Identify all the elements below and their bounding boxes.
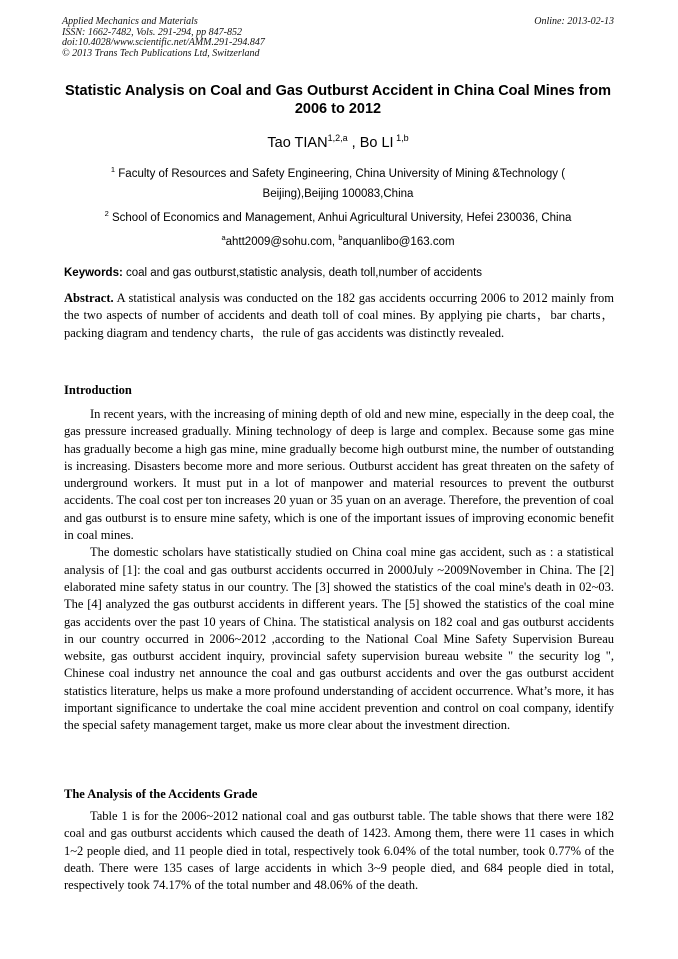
author-name: Bo LI xyxy=(359,135,394,151)
copyright-line: © 2013 Trans Tech Publications Ltd, Switzerland xyxy=(62,47,260,59)
paragraph: The domestic scholars have statistically studied on China coal mine gas accident, such as : a statistical analysis of [1]: the coal and gas outburst accidents occurred in 2000July ~2009November in China. The [2] elaborated mine safety status in our country. The [3] showed the statistics of the coal mine's death in 02~03. The [4] analyzed the gas outburst accidents in different years. The [5] showed the statistics of the coal mine gas accidents over the past 10 years of China. The statistical analysis on 182 coal and gas outburst accidents in our country occurred in 2006~2012 ,according to the National Coal Mine Safety Supervision Bureau website, gas outburst accident inquiry, provincial safety supervision bureau website " the security log ", Chinese coal industry net announce the coal and gas outburst accidents and over the gas outburst accident statistics literature, helps us make a more profound understanding of accident occurrence. What’s more, it has important significance to undertake the coal mine accident prevention and control on coal company, identify the special safety management target, make us more clear about the investment direction. xyxy=(64,545,614,733)
keywords xyxy=(64,266,616,281)
affiliation-1 xyxy=(78,164,598,204)
keywords-text: coal and gas outburst,statistic analysis, death toll,number of accidents xyxy=(122,267,483,279)
email-marker: a xyxy=(221,233,226,242)
section-heading-introduction: Introduction xyxy=(64,383,132,397)
abstract xyxy=(64,290,614,342)
section-heading-accident-grade: The Analysis of the Accidents Grade xyxy=(64,787,258,801)
introduction-body xyxy=(64,406,614,735)
abstract-label: Abstract. xyxy=(64,291,114,305)
issn-line: ISSN: 1662-7482, Vols. 291-294, pp 847-852 xyxy=(62,26,242,38)
paragraph: Table 1 is for the 2006~2012 national coal and gas outburst table. The table shows that there were 182 coal and gas outburst accidents which caused the death of 1423. Among them, there were 11 cases in which 1~2 people died, and 11 people died in total, respectively took 6.04% of the total number, took 0.77% of the death. There were 135 cases of large accidents in which 3~9 people died, and 684 people died in total, respectively took 74.17% of the total number and 48.06% of the death. xyxy=(64,809,614,893)
online-date: Online: 2013-02-13 xyxy=(534,16,614,27)
email-line xyxy=(78,232,598,252)
paragraph: In recent years, with the increasing of mining depth of old and new mine, especially in the deep coal, the gas pressure increased gradually. Mining technology of deep is large and complex. Because some gas mine has gradually become a high gas mine, mine gradually become high outburst mine, the number of outstanding is increasing. Disasters become more and more serious. Outburst accident has great threaten on the safety of underground workers. It must put in a lot of manpower and material resources to prevent the outburst accidents. The coal cost per ton increases 20 yuan or 35 yuan on an average. Therefore, the prevention of coal and gas outburst is to ensure mine safety, which is one of the important issues of improving economic benefit in coal mines. xyxy=(64,407,614,543)
journal-header xyxy=(62,17,614,59)
author-separator: , xyxy=(347,135,360,151)
affiliation-marker: 1 xyxy=(110,165,116,174)
affiliation-marker: 2 xyxy=(104,209,109,218)
doi-line: doi:10.4028/www.scientific.net/AMM.291-294.847 xyxy=(62,37,265,48)
affiliation-text: School of Economics and Management, Anhui Agricultural University, Hefei 230036, China xyxy=(108,212,572,224)
journal-name: Applied Mechanics and Materials xyxy=(62,16,198,27)
email-marker: b xyxy=(338,233,343,242)
author-line xyxy=(62,134,614,152)
keywords-label: Keywords: xyxy=(64,267,123,279)
abstract-text: A statistical analysis was conducted on the 182 gas accidents occurring 2006 to 2012 mainly from the two aspects of number of accidents and death toll of coal mines. By applying pie charts，bar charts，packing diagram and tendency charts，the rule of gas accidents was distinctly revealed. xyxy=(64,291,614,340)
paper-title: Statistic Analysis on Coal and Gas Outburst Accident in China Coal Mines from 2006 to 2012 xyxy=(65,83,611,117)
affiliation-text: Faculty of Resources and Safety Engineering, China University of Mining &Technology ( Beijing),Beijing 100083,China xyxy=(115,168,566,200)
author-superscript: 1,2,a xyxy=(327,133,348,143)
email-address: ahtt2009@sohu.com, xyxy=(225,236,339,248)
author-name: Tao TIAN xyxy=(267,135,328,151)
email-address: anquanlibo@163.com xyxy=(342,236,455,248)
affiliation-2 xyxy=(62,208,614,228)
author-superscript: 1,b xyxy=(393,133,409,143)
accident-grade-body xyxy=(64,808,614,894)
